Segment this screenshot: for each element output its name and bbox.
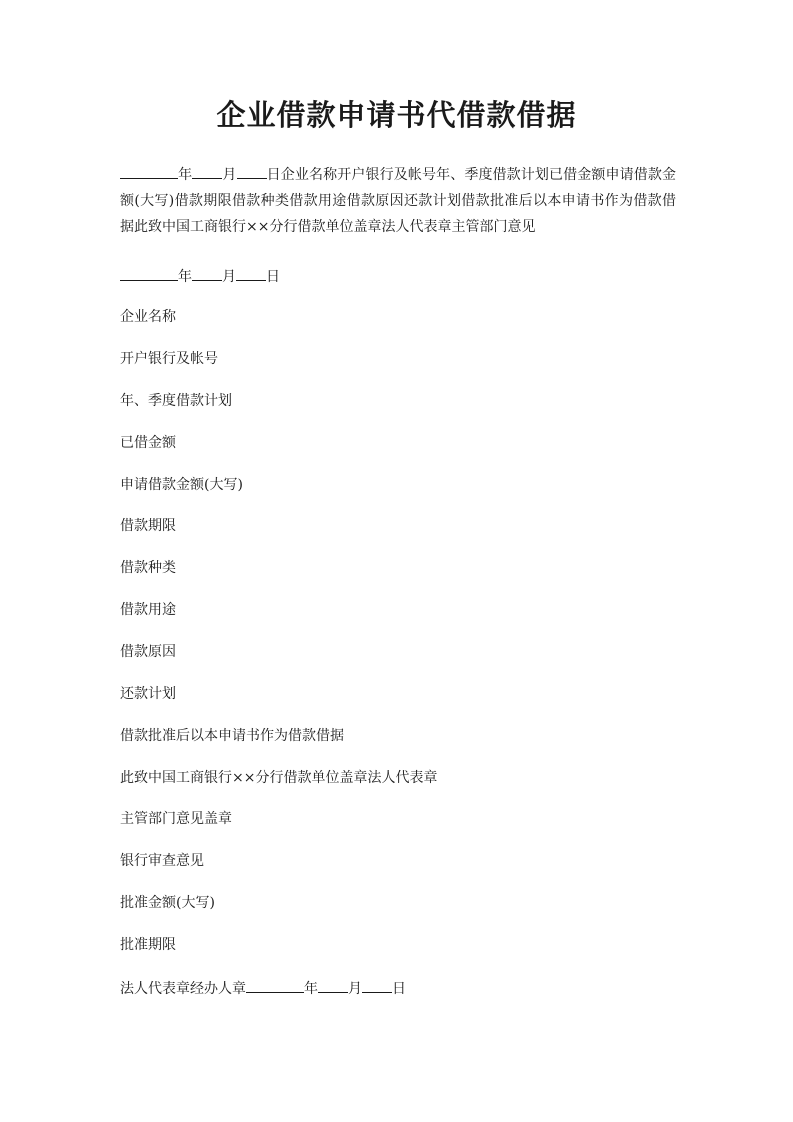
signature-label: 法人代表章经办人章 xyxy=(120,981,246,997)
field-addressee: 此致中国工商银行××分行借款单位盖章法人代表章 xyxy=(120,770,438,786)
final-year-label: 年 xyxy=(304,981,318,997)
field-repayment-plan: 还款计划 xyxy=(120,686,176,702)
day-blank xyxy=(236,265,266,281)
intro-text: 日企业名称开户银行及帐号年、季度借款计划已借金额申请借款金额(大写)借款期限借款种类借款用途借款原因还款计划借款批准后以本申请书作为借款借据此致中国工商银行××分行借款单位盖章法人代表章主管部门意见 xyxy=(120,167,677,235)
date-day-label: 日 xyxy=(266,269,280,285)
field-borrowed-amount: 已借金额 xyxy=(120,435,176,451)
field-loan-plan: 年、季度借款计划 xyxy=(120,393,232,409)
intro-year-label: 年 xyxy=(178,167,193,183)
field-requested-amount: 申请借款金额(大写) xyxy=(120,477,243,493)
signature-line xyxy=(120,977,406,999)
intro-month-label: 月 xyxy=(222,167,237,183)
field-loan-purpose: 借款用途 xyxy=(120,602,176,618)
field-bank-account: 开户银行及帐号 xyxy=(120,351,218,367)
year-blank xyxy=(246,977,304,993)
final-month-label: 月 xyxy=(348,981,362,997)
date-month-label: 月 xyxy=(222,269,236,285)
month-blank xyxy=(192,265,222,281)
year-blank xyxy=(120,163,178,179)
intro-paragraph xyxy=(120,162,676,240)
field-department-opinion: 主管部门意见盖章 xyxy=(120,811,232,827)
year-blank xyxy=(120,265,178,281)
month-blank xyxy=(192,163,222,179)
field-loan-type: 借款种类 xyxy=(120,560,176,576)
final-day-label: 日 xyxy=(392,981,406,997)
field-loan-reason: 借款原因 xyxy=(120,644,176,660)
field-approved-term: 批准期限 xyxy=(120,937,176,953)
day-blank xyxy=(237,163,267,179)
date-line xyxy=(120,265,280,287)
field-enterprise-name: 企业名称 xyxy=(120,309,176,325)
date-year-label: 年 xyxy=(178,269,192,285)
field-approval-note: 借款批准后以本申请书作为借款借据 xyxy=(120,728,344,744)
field-approved-amount: 批准金额(大写) xyxy=(120,895,215,911)
field-bank-review: 银行审查意见 xyxy=(120,853,204,869)
month-blank xyxy=(318,977,348,993)
document-title: 企业借款申请书代借款借据 xyxy=(216,98,577,132)
field-loan-term: 借款期限 xyxy=(120,518,176,534)
day-blank xyxy=(362,977,392,993)
